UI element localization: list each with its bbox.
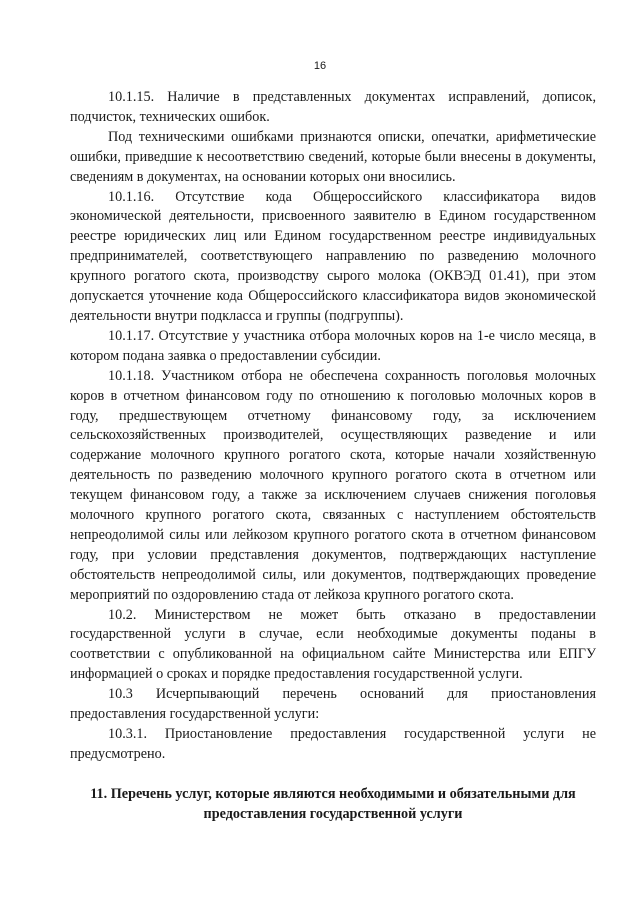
paragraph-10-3-1: 10.3.1. Приостановление предоставления государственной услуги не предусмотрено. — [70, 726, 596, 762]
paragraph-10-3: 10.3 Исчерпывающий перечень оснований для приостановления предоставления государственной услуги: — [70, 686, 596, 723]
paragraph-technical-errors: Под техническими ошибками признаются описки, опечатки, арифметические ошибки, приведшие к несоответствию сведений, которые были внесены в документы, сведениям в документах, на основании которых они вносились. — [70, 128, 596, 185]
paragraph-10-2: 10.2. Министерством не может быть отказано в предоставлении государственной услуги в случае, если необходимые документы поданы в соответствии с опубликованной на официальном сайте Министерства или ЕПГУ информацией о сроках и порядке предоставления государственной услуги. — [70, 606, 596, 683]
paragraph-10-1-16: 10.1.16. Отсутствие кода Общероссийского классификатора видов экономической деятельности, присвоенного заявителю в Едином государственном реестре юридических лиц или Едином государственном реестре индивидуальных предпринимателей, соответствующего направлению по разведению молочного крупного рогатого скота, производству сырого молока (ОКВЭД 01.41), при этом допускается уточнение кода Общероссийского классификатора видов экономической деятельности внутри подкласса и группы (подгруппы). — [70, 188, 596, 324]
document-body — [70, 88, 596, 825]
paragraph-10-1-15: 10.1.15. Наличие в представленных документах исправлений, дописок, подчисток, технических ошибок. — [70, 89, 596, 125]
paragraph-10-1-18: 10.1.18. Участником отбора не обеспечена сохранность поголовья молочных коров в отчетном финансовом году по отношению к поголовью молочных коров в году, предшествующем отчетному финансовому году, за исключением сельскохозяйственных производителей, осуществляющих разведение и или содержание молочного крупного рогатого скота, которые начали хозяйственную деятельность по разведению молочного крупного рогатого скота в отчетном или текущем финансовом году, а также за исключением случаев снижения поголовья молочного крупного рогатого скота, связанных с наступлением обстоятельств непреодолимой силы или лейкозом крупного рогатого скота в отчетном финансовом году, при условии представления документов, подтверждающих наступление обстоятельств непреодолимой силы, или документов, подтверждающих проведение мероприятий по оздоровлению стада от лейкоза крупного рогатого скота. — [70, 367, 596, 603]
section-heading-11: 11. Перечень услуг, которые являются необходимыми и обязательными для предоставления государственной услуги — [90, 785, 576, 822]
paragraph-10-1-17: 10.1.17. Отсутствие у участника отбора молочных коров на 1-е число месяца, в котором подана заявка о предоставлении субсидии. — [70, 327, 596, 364]
page-number: 16 — [313, 60, 327, 72]
